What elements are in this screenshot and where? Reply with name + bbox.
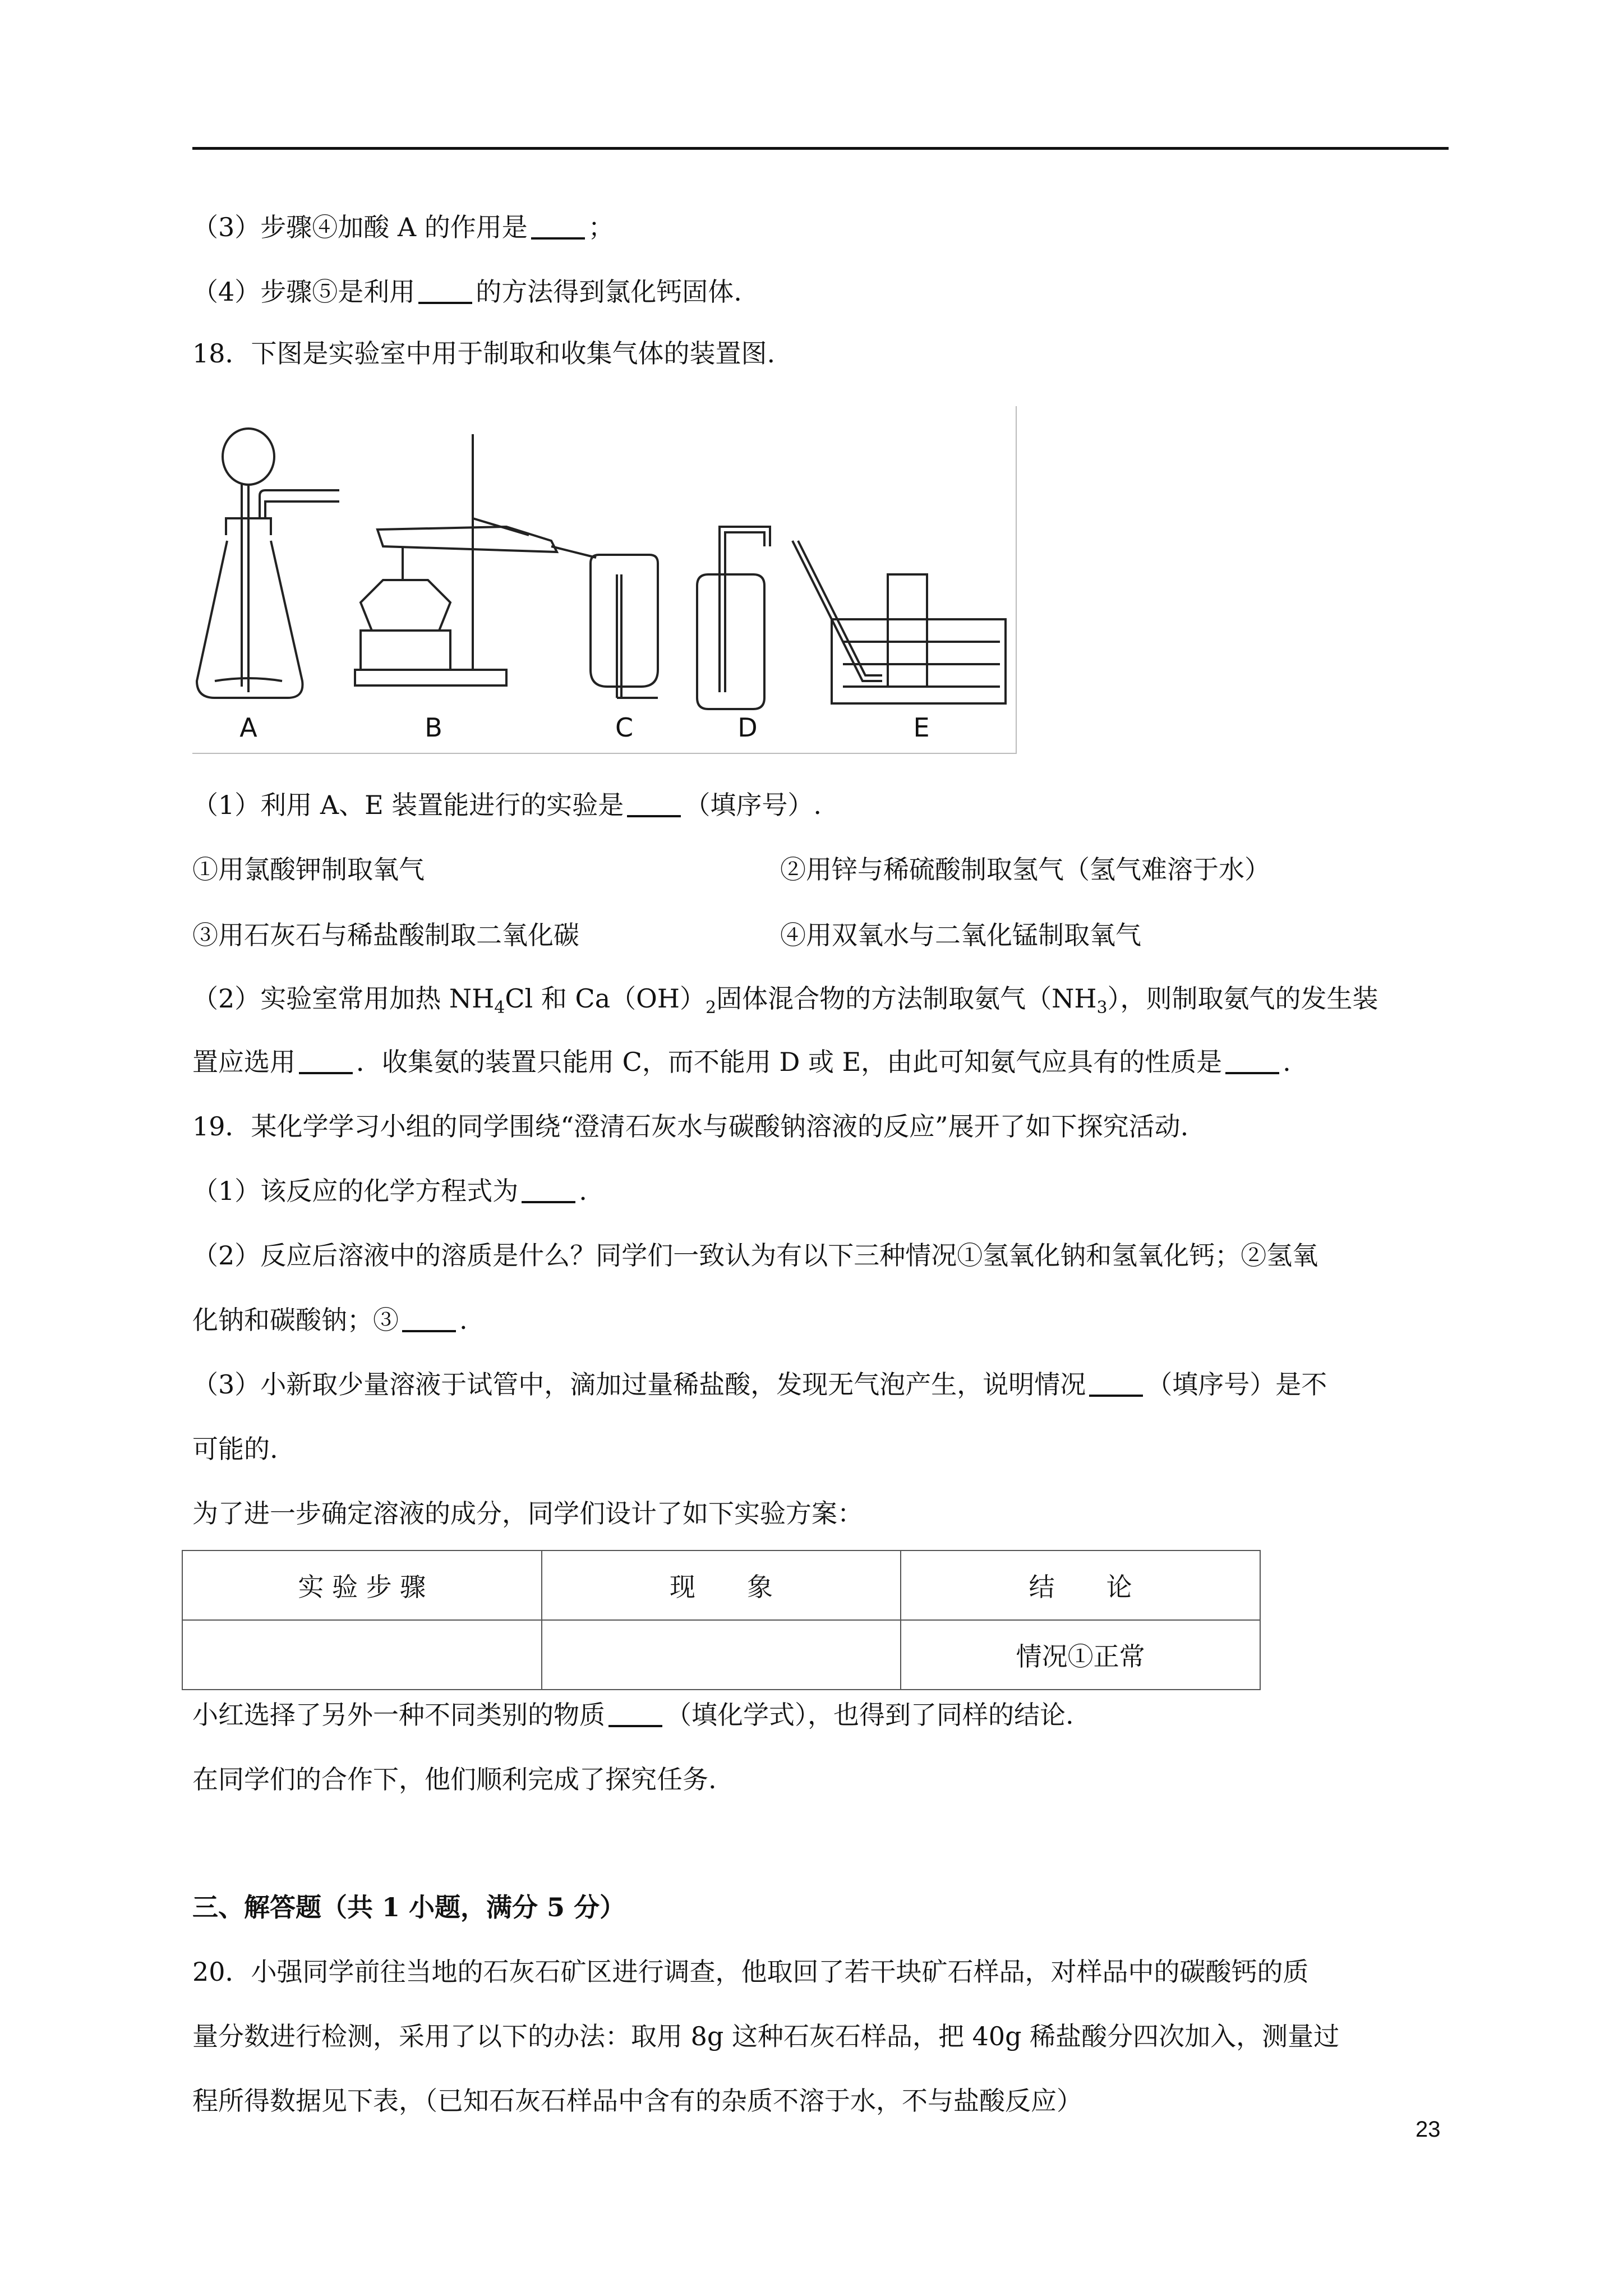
q19-p3-line2: 可能的. [192, 1434, 278, 1464]
table-header: 实 验 步 骤 [182, 1550, 542, 1620]
q18-p2-line2-a: 置应选用 [192, 1047, 296, 1077]
q19-p1-end: . [579, 1176, 587, 1206]
q19-p1-text: （1）该反应的化学方程式为 [192, 1176, 519, 1206]
q19-p3-line1 [192, 1368, 1327, 1401]
table-row [182, 1620, 1260, 1690]
subscript: 4 [494, 998, 505, 1018]
figure-label-e: E [913, 712, 930, 743]
q19-p1 [192, 1174, 587, 1208]
q20-line3: 程所得数据见下表，（已知石灰石样品中含有的杂质不溶于水，不与盐酸反应） [192, 2086, 1082, 2116]
q18-p2-a: （2）实验室常用加热 NH [192, 983, 495, 1014]
section-heading: 三、解答题（共 1 小题，满分 5 分） [192, 1892, 626, 1922]
q18-p2-line1 [192, 982, 1378, 1025]
q19-p2-line2-end: . [459, 1305, 468, 1335]
subscript: 3 [1096, 998, 1108, 1018]
q18-option-3: ③用石灰石与稀盐酸制取二氧化碳 [192, 920, 579, 950]
figure-label-a: A [239, 712, 257, 743]
q19-p2-line2-text: 化钠和碳酸钠；③ [192, 1305, 399, 1335]
q17-step3 [192, 210, 614, 244]
figure-label-d: D [737, 712, 758, 743]
q18-option-1: ①用氯酸钾制取氧气 [192, 854, 425, 885]
q19-p2-line2 [192, 1303, 468, 1337]
q17-step4-end: 的方法得到氯化钙固体. [476, 277, 742, 307]
figure-label-b: B [425, 712, 442, 743]
q18-p1-end: （填序号）. [684, 790, 822, 820]
table-header: 现 象 [542, 1550, 901, 1620]
q18-p2-line2-end: . [1283, 1047, 1291, 1077]
subscript: 2 [705, 998, 717, 1018]
q18-option-2: ②用锌与稀硫酸制取氢气（氢气难溶于水） [780, 854, 1270, 885]
experiment-table [182, 1550, 1261, 1690]
q17-step3-text: （3）步骤④加酸 A 的作用是 [192, 212, 528, 242]
q18-stem: 18．下图是实验室中用于制取和收集气体的装置图. [192, 338, 776, 369]
figure-label-c: C [615, 712, 634, 743]
apparatus-c-icon [591, 555, 658, 698]
q17-step3-end: ； [588, 212, 614, 242]
table-cell[interactable] [542, 1620, 901, 1690]
apparatus-figure [192, 406, 1017, 754]
q18-p2-line2 [192, 1045, 1291, 1079]
apparatus-b-icon [355, 434, 596, 685]
q18-p2-d: ），则制取氨气的发生装 [1107, 983, 1378, 1014]
apparatus-a-icon [197, 429, 339, 698]
q19-after1-end: （填化学式），也得到了同样的结论. [666, 1700, 1074, 1730]
q19-after2: 在同学们的合作下，他们顺利完成了探究任务. [192, 1764, 717, 1795]
q17-step4 [192, 275, 742, 309]
apparatus-e-icon [792, 541, 1006, 703]
q17-step4-text: （4）步骤⑤是利用 [192, 277, 416, 307]
q18-p1-text: （1）利用 A、E 装置能进行的实验是 [192, 790, 624, 820]
answer-blank[interactable] [299, 1047, 353, 1074]
q19-stem: 19．某化学学习小组的同学围绕“澄清石灰水与碳酸钠溶液的反应”展开了如下探究活动. [192, 1111, 1189, 1142]
table-header-row [182, 1550, 1260, 1620]
q18-p1 [192, 788, 822, 822]
q18-p2-line2-b: ．收集氨的装置只能用 C，而不能用 D 或 E，由此可知氨气应具有的性质是 [356, 1047, 1223, 1077]
q19-p3-line1-end: （填序号）是不 [1146, 1369, 1327, 1400]
q19-after1 [192, 1698, 1074, 1732]
q19-p3-line1-text: （3）小新取少量溶液于试管中，滴加过量稀盐酸，发现无气泡产生，说明情况 [192, 1369, 1086, 1400]
table-header: 结 论 [901, 1550, 1260, 1620]
q19-plan: 为了进一步确定溶液的成分，同学们设计了如下实验方案： [192, 1498, 863, 1529]
table-cell: 情况①正常 [901, 1620, 1260, 1690]
q18-p2-c: 固体混合物的方法制取氨气（NH [716, 983, 1097, 1014]
q18-p2-b: Cl 和 Ca（OH） [505, 983, 706, 1014]
q19-after1-text: 小红选择了另外一种不同类别的物质 [192, 1700, 605, 1730]
header-rule [192, 147, 1449, 150]
answer-blank[interactable] [522, 1176, 575, 1203]
page-number: 23 [1415, 2117, 1441, 2142]
answer-blank[interactable] [627, 790, 681, 817]
q19-p2-line1: （2）反应后溶液中的溶质是什么？同学们一致认为有以下三种情况①氢氧化钠和氢氧化钙；②氢氧 [192, 1240, 1318, 1271]
q18-option-4: ④用双氧水与二氧化锰制取氧气 [780, 920, 1141, 950]
table-cell[interactable] [182, 1620, 542, 1690]
apparatus-drawing [192, 406, 1016, 753]
answer-blank[interactable] [531, 213, 585, 240]
apparatus-d-icon [697, 527, 770, 709]
q20-line1: 20．小强同学前往当地的石灰石矿区进行调查，他取回了若干块矿石样品，对样品中的碳酸钙的质 [192, 1957, 1309, 1987]
answer-blank[interactable] [1089, 1370, 1143, 1397]
answer-blank[interactable] [418, 277, 472, 304]
answer-blank[interactable] [402, 1305, 456, 1332]
answer-blank[interactable] [1225, 1047, 1279, 1074]
q20-line2: 量分数进行检测，采用了以下的办法：取用 8g 这种石灰石样品，把 40g 稀盐酸分四次加入，测量过 [192, 2021, 1340, 2051]
answer-blank[interactable] [608, 1700, 662, 1727]
